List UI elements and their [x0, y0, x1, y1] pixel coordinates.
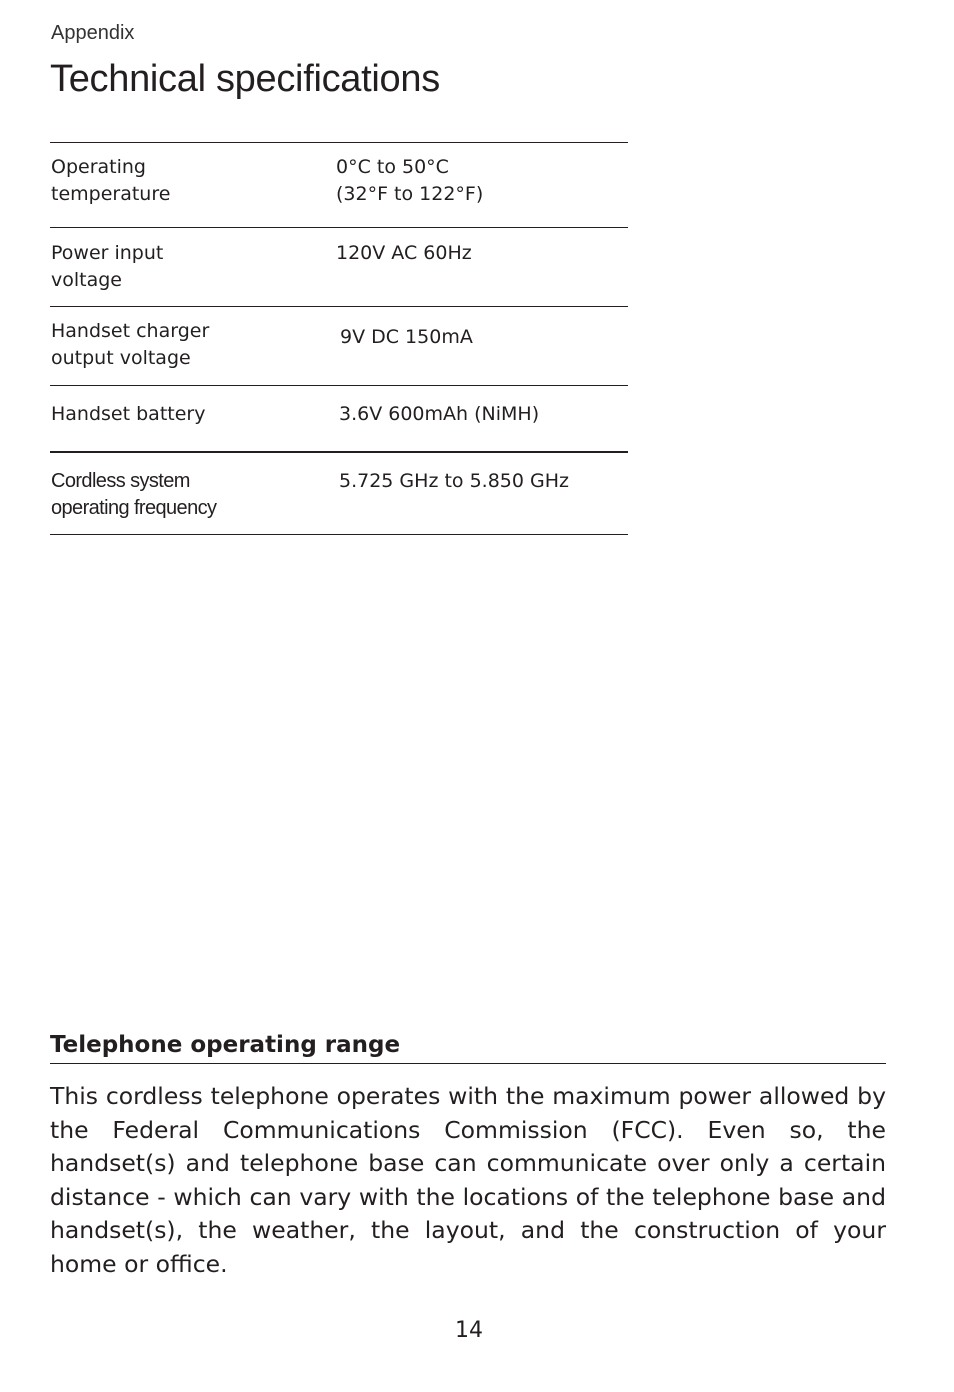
page-title: Technical specifications — [50, 58, 440, 100]
spec-value: 5.725 GHz to 5.850 GHz — [339, 470, 569, 492]
table-divider — [50, 534, 628, 535]
page-number: 14 — [455, 1318, 483, 1343]
table-divider — [50, 385, 628, 386]
spec-label: Cordless system operating frequency — [51, 470, 217, 519]
spec-value: 120V AC 60Hz — [336, 242, 472, 264]
table-divider — [50, 227, 628, 228]
table-divider — [50, 142, 628, 143]
heading-rule — [50, 1063, 886, 1064]
spec-label: Handset battery — [51, 403, 206, 425]
spec-value: 3.6V 600mAh (NiMH) — [339, 403, 540, 425]
section-label: Appendix — [51, 22, 135, 44]
table-divider — [50, 306, 628, 307]
body-paragraph: This cordless telephone operates with the maximum power allowed by the Federal Communications Commission (FCC). Even so, the handset(s) and telephone base can communicate over only a certain distance - which can vary with the locations of the telephone base and handset(s), the weather, the layout, and the construction of your home or office. — [50, 1082, 886, 1278]
spec-value: 0°C to 50°C (32°F to 122°F) — [336, 156, 484, 205]
spec-label: Power input voltage — [51, 242, 164, 291]
spec-label: Handset charger output voltage — [51, 320, 210, 369]
spec-label: Operating temperature — [51, 156, 171, 205]
section-heading: Telephone operating range — [50, 1032, 401, 1058]
table-divider — [50, 451, 628, 453]
spec-value: 9V DC 150mA — [340, 326, 473, 348]
